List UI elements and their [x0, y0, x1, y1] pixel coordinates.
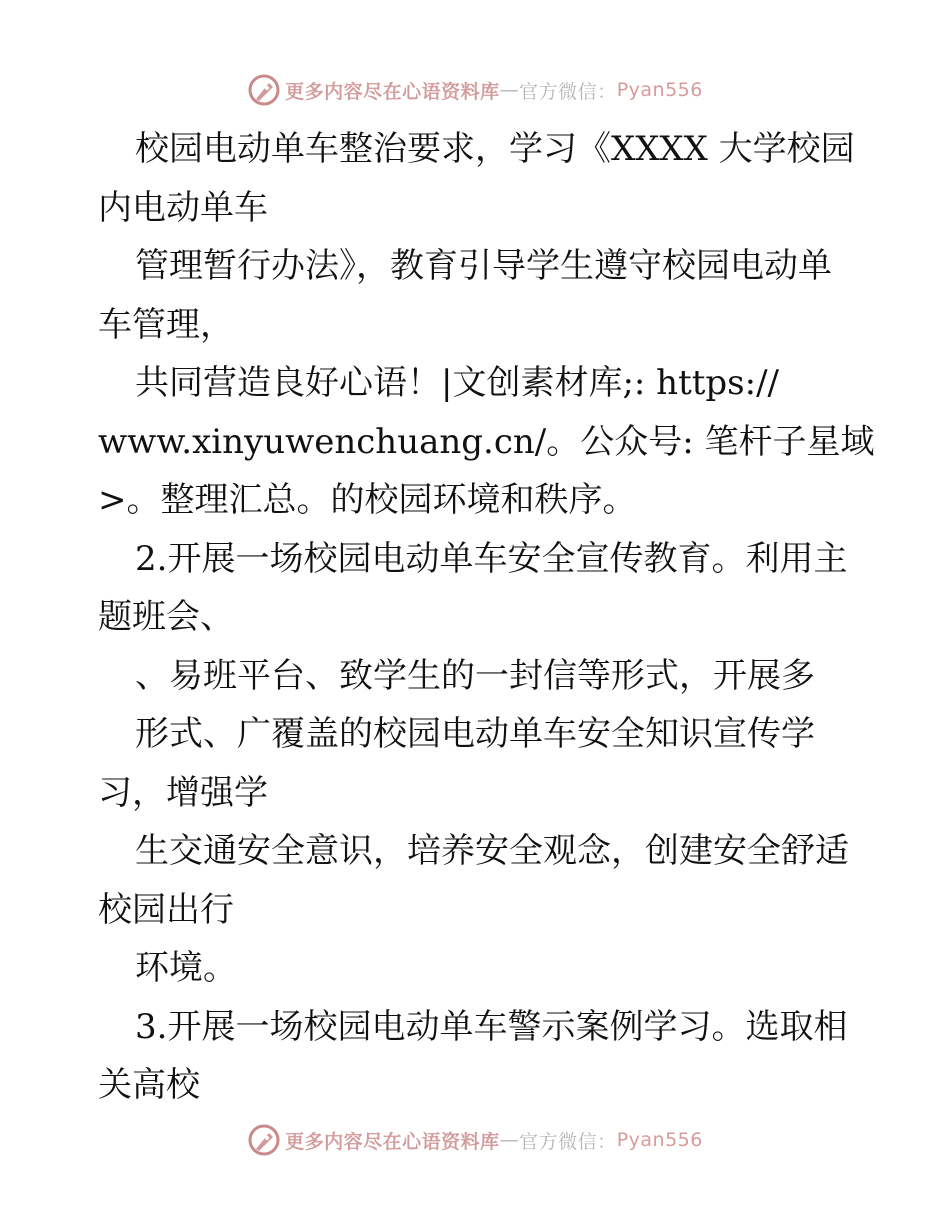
text-line: 管理暂行办法》，教育引导学生遵守校园电动单 [135, 246, 832, 286]
text-line: 环境。 [135, 948, 237, 988]
footer-watermark [0, 1120, 950, 1160]
text-line: 、易班平台、致学生的一封信等形式，开展多 [135, 655, 815, 696]
text-line: 生交通安全意识，培养安全观念，创建安全舒适 [135, 831, 849, 871]
text-line: 题班会、 [98, 597, 234, 637]
watermark-site-text: 更多内容尽在心语资料库 [285, 1130, 500, 1153]
pen-nib-logo-icon [247, 1123, 281, 1157]
text-line: 关高校 [98, 1065, 200, 1105]
text-line: www.xinyuwenchuang.cn/。公众号: 笔杆子星域 [98, 421, 875, 462]
watermark-dash: — [499, 1129, 520, 1151]
text-line: 内电动单车 [98, 187, 268, 228]
header-watermark [0, 70, 950, 110]
watermark-wechat-id: Pyan556 [616, 79, 703, 101]
text-line: 车管理， [98, 304, 234, 345]
watermark-wechat-label: 官方微信： [519, 1130, 617, 1153]
text-line: >。整理汇总。的校园环境和秩序。 [98, 480, 637, 520]
text-line: 形式、广覆盖的校园电动单车安全知识宣传学 [135, 714, 815, 754]
watermark-dash: — [499, 79, 520, 101]
text-line: 共同营造良好心语！|文创素材库;: https:// [135, 363, 779, 403]
watermark-wechat-id: Pyan556 [616, 1129, 703, 1151]
watermark-wechat-label: 官方微信： [519, 80, 617, 103]
text-line: 习，增强学 [98, 772, 268, 813]
document-body [98, 120, 875, 1115]
watermark-site-text: 更多内容尽在心语资料库 [285, 80, 500, 103]
pen-nib-logo-icon [247, 73, 281, 107]
text-line: 校园出行 [98, 889, 234, 930]
text-line: 2.开展一场校园电动单车安全宣传教育。利用主 [135, 538, 848, 579]
text-line: 3.开展一场校园电动单车警示案例学习。选取相 [135, 1006, 848, 1047]
text-line: 校园电动单车整治要求，学习《XXXX 大学校园 [135, 129, 855, 169]
